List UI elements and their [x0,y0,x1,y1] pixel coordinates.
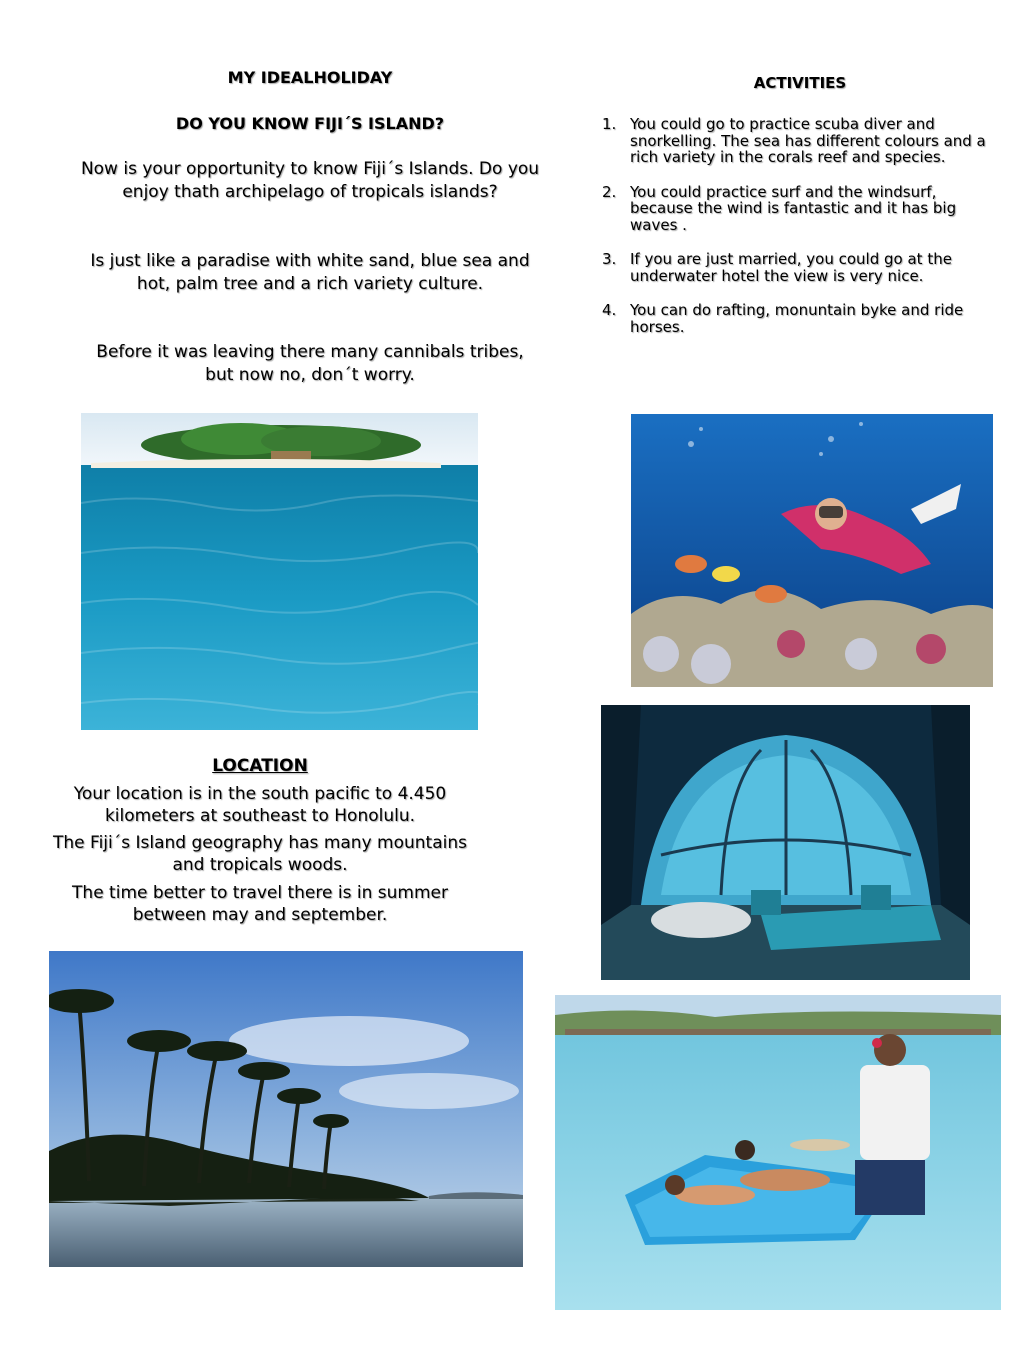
intro-paragraph: Is just like a paradise with white sand, blue sea and hot, palm tree and a rich variety culture. [90,251,530,294]
floating-lounge-photo [555,995,1001,1310]
intro-paragraph: Now is your opportunity to know Fiji´s Islands. Do you enjoy thath archipelago of tropicals islands? [80,159,540,202]
scuba-diver-photo [631,414,993,687]
list-number: 4. [602,301,617,319]
list-number: 2. [602,182,617,201]
underwater-hotel-photo [601,705,970,980]
list-item [598,184,993,234]
list-item [598,302,993,335]
list-item-text: You could practice surf and the windsurf, because the wind is fantastic and it has big waves . [630,182,957,234]
page-title: MY IDEALHOLIDAY [227,68,393,87]
list-number: 3. [602,250,617,268]
palm-trees-photo [49,951,523,1267]
activities-list [598,116,993,353]
location-paragraph: The Fiji´s Island geography has many mountains and tropicals woods. [53,833,467,875]
list-item-text: You could go to practice scuba diver and snorkelling. The sea has different colours and a rich variety in the corals reef and species. [630,115,986,166]
list-item [598,116,993,166]
list-item [598,251,993,284]
island-photo [81,413,478,730]
intro-paragraph: Before it was leaving there many cannibals tribes, but now no, don´t worry. [96,342,524,385]
location-heading: LOCATION [212,756,308,776]
location-paragraph: Your location is in the south pacific to 4.450 kilometers at southeast to Honolulu. [73,784,447,826]
list-number: 1. [602,115,617,133]
location-paragraph: The time better to travel there is in summer between may and september. [72,883,448,925]
activities-heading: ACTIVITIES [753,74,847,92]
list-item-text: You can do rafting, monuntain byke and ride horses. [630,301,964,336]
page-subtitle: DO YOU KNOW FIJI´S ISLAND? [175,114,445,133]
list-item-text: If you are just married, you could go at the underwater hotel the view is very nice. [630,250,952,285]
